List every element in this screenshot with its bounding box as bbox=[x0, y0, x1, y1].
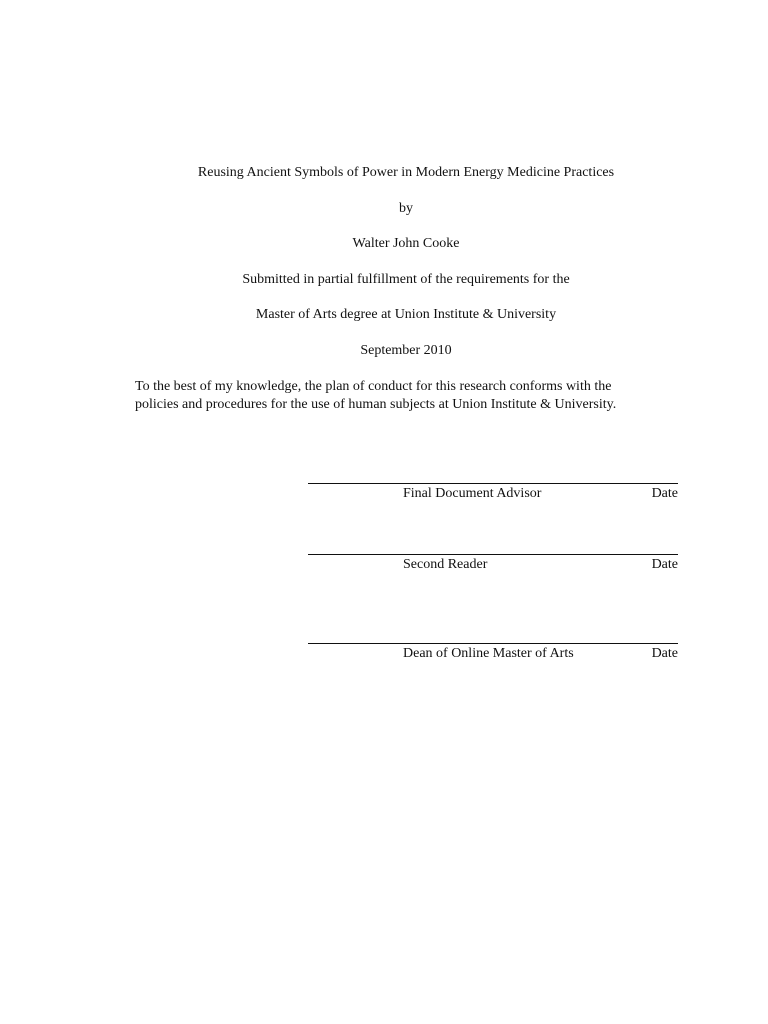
signature-line bbox=[308, 554, 678, 555]
signature-role: Dean of Online Master of Arts bbox=[403, 646, 574, 661]
author-name: Walter John Cooke bbox=[352, 236, 460, 251]
submission-statement: Submitted in partial fulfillment of the requirements for the bbox=[242, 272, 570, 287]
signature-date-label: Date bbox=[651, 486, 678, 501]
signature-role: Second Reader bbox=[403, 557, 488, 572]
signature-role: Final Document Advisor bbox=[403, 486, 542, 501]
signature-line bbox=[308, 483, 678, 484]
signature-date-label: Date bbox=[651, 557, 678, 572]
statement-line-2: policies and procedures for the use of human subjects at Union Institute & University. bbox=[135, 397, 617, 412]
degree-statement: Master of Arts degree at Union Institute & University bbox=[255, 307, 557, 322]
document-title: Reusing Ancient Symbols of Power in Modern Energy Medicine Practices bbox=[197, 165, 615, 180]
signature-block-second-reader bbox=[308, 554, 678, 584]
signature-line bbox=[308, 643, 678, 644]
signature-block-advisor bbox=[308, 483, 678, 513]
by-line: by bbox=[399, 201, 413, 216]
submission-date: September 2010 bbox=[360, 343, 452, 358]
signature-date-label: Date bbox=[651, 646, 678, 661]
statement-line-1: To the best of my knowledge, the plan of conduct for this research conforms with the bbox=[135, 379, 612, 394]
signature-block-dean bbox=[308, 643, 678, 673]
human-subjects-statement bbox=[135, 378, 675, 414]
